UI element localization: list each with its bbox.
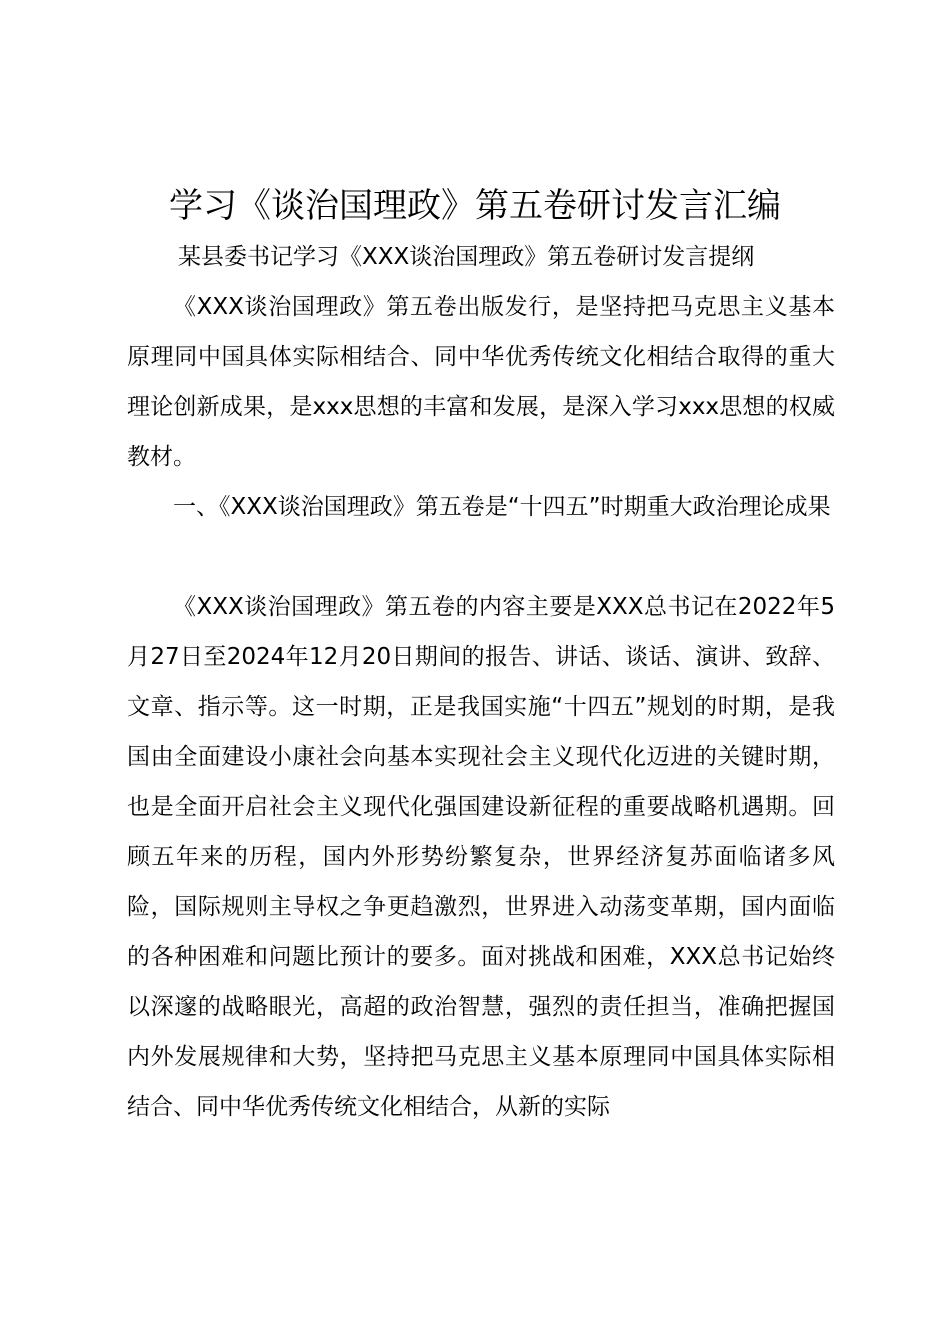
document-subtitle: 某县委书记学习《XXX谈治国理政》第五卷研讨发言提纲 <box>178 244 755 270</box>
paragraph-intro: 《XXX谈治国理政》第五卷出版发行，是坚持把马克思主义基本原理同中国具体实际相结合、同中华优秀传统文化相结合取得的重大理论创新成果，是xxx思想的丰富和发展，是深入学习xxx思想的权威教材。 <box>127 294 835 470</box>
document-title: 学习《谈治国理政》第五卷研讨发言汇编 <box>169 186 781 226</box>
paragraph-section-1: 《XXX谈治国理政》第五卷的内容主要是XXX总书记在2022年5月27日至2024年12月20日期间的报告、讲话、谈话、演讲、致辞、文章、指示等。这一时期，正是我国实施“十四五”规划的时期，是我国由全面建设小康社会向基本实现社会主义现代化迈进的关键时期，也是全面开启社会主义现代化强国建设新征程的重要战略机遇期。回顾五年来的历程，国内外形势纷繁复杂，世界经济复苏面临诸多风险，国际规则主导权之争更趋激烈，世界进入动荡变革期，国内面临的各种困难和问题比预计的要多。面对挑战和困难，XXX总书记始终以深邃的战略眼光，高超的政治智慧，强烈的责任担当，准确把握国内外发展规律和大势，坚持把马克思主义基本原理同中国具体实际相结合、同中华优秀传统文化相结合，从新的实际 <box>127 594 835 1120</box>
section-heading-1: 一、《XXX谈治国理政》第五卷是“十四五”时期重大政治理论成果 <box>173 494 831 520</box>
